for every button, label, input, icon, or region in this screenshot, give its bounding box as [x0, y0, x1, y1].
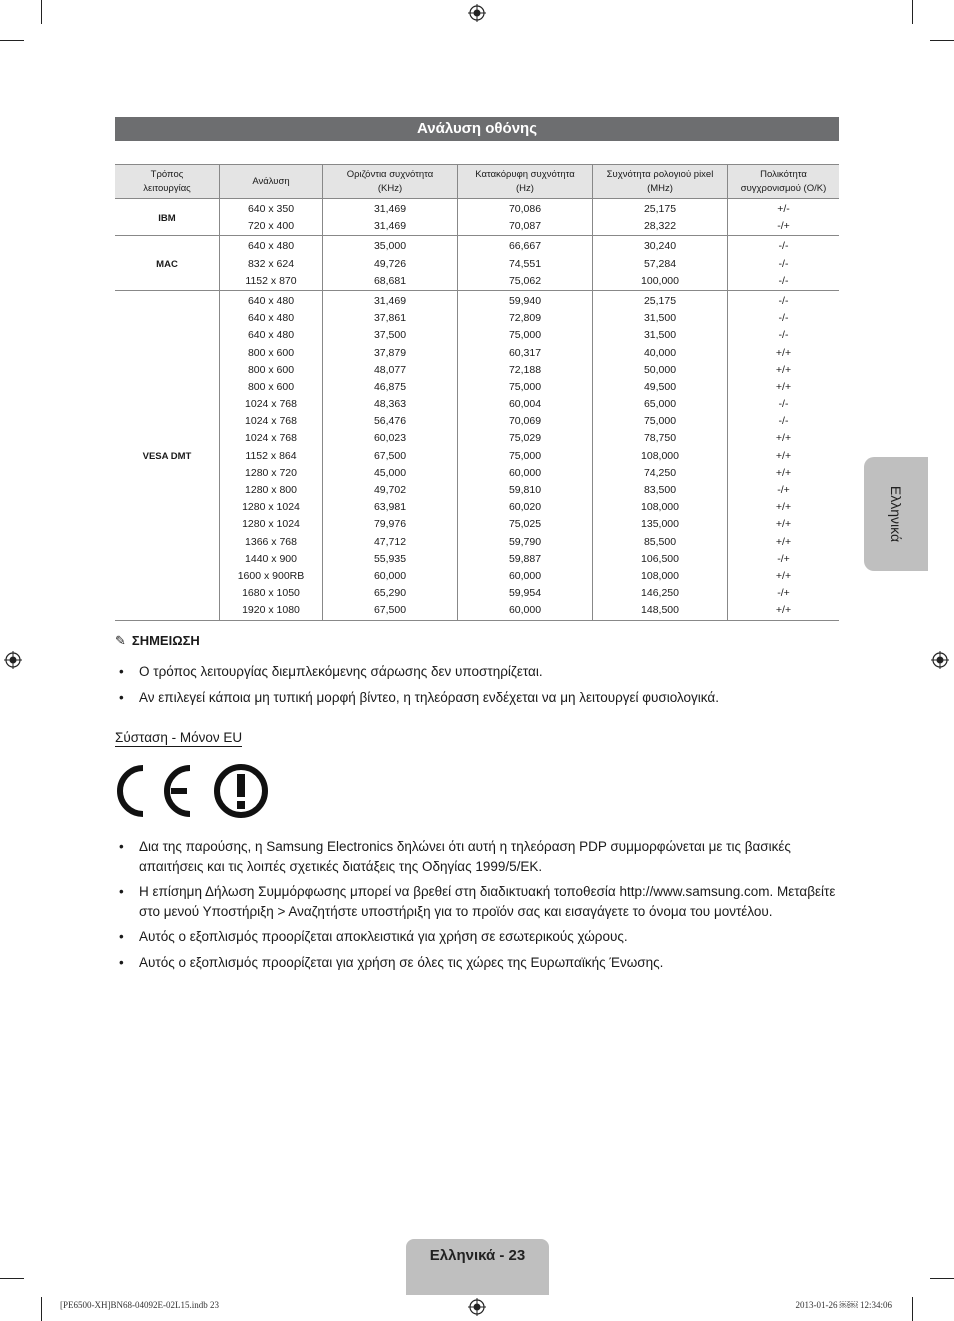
cell-value: 31,469 [373, 220, 407, 233]
crop-mark [930, 40, 954, 41]
column-header: Ανάλυση [220, 165, 323, 199]
cell-value: 75,000 [508, 449, 542, 462]
cell-value: 60,020 [508, 501, 542, 514]
section-title: Ανάλυση οθόνης [115, 117, 839, 141]
cell-value: 50,000 [643, 363, 677, 376]
ce-mark-alert-icon [115, 762, 271, 820]
cell-value: 72,809 [508, 312, 542, 325]
cell-value: -/- [778, 240, 789, 253]
list-item: • Ο τρόπος λειτουργίας διεμπλεκόμενης σάρωσης δεν υποστηρίζεται. [119, 664, 543, 679]
cell-value: 1280 x 720 [245, 466, 297, 479]
cell-value: -/- [778, 257, 789, 270]
cell-value: 59,790 [508, 535, 542, 548]
cell-value: 57,284 [643, 257, 677, 270]
cell-value: 1152 x 864 [245, 449, 297, 462]
value-cell [323, 290, 458, 620]
cell-value: 1024 x 768 [245, 398, 297, 411]
crop-mark [912, 1297, 913, 1321]
cell-value: +/+ [775, 363, 792, 376]
mode-cell: MAC [156, 258, 178, 270]
value-cell [458, 199, 593, 236]
cell-value: 1680 x 1050 [242, 587, 300, 600]
cell-value: 1366 x 768 [245, 535, 297, 548]
list-item: • Αν επιλεγεί κάποια μη τυπική μορφή βίντεο, η τηλεόραση ενδέχεται να μη λειτουργεί φυσιολογικά. [119, 689, 719, 705]
crop-mark [0, 1278, 24, 1279]
cell-value: 65,290 [373, 587, 407, 600]
cell-value: 31,469 [373, 203, 407, 215]
table-header-row [115, 165, 839, 199]
cell-value: 59,887 [508, 552, 542, 565]
cell-value: 75,000 [508, 380, 542, 393]
crop-mark [41, 1297, 42, 1321]
cell-value: 30,240 [643, 240, 677, 253]
cell-value: -/- [778, 294, 789, 307]
cell-value: 78,750 [643, 432, 677, 445]
cell-value: 83,500 [643, 484, 677, 496]
registration-mark-icon [468, 4, 486, 22]
cell-value: +/+ [775, 501, 792, 514]
value-cell [728, 199, 840, 236]
column-header: Συχνότητα ρολογιού pixel (MHz) [593, 165, 728, 199]
value-cell [458, 290, 593, 620]
cell-value: 60,317 [508, 346, 542, 359]
cell-value: 31,469 [373, 294, 407, 307]
cell-value: +/+ [775, 535, 792, 548]
cell-value: 48,077 [373, 363, 407, 376]
cell-value: +/- [777, 203, 790, 215]
mode-cell: IBM [158, 212, 176, 224]
cell-value: 85,500 [643, 535, 677, 548]
mode-cell: VESA DMT [142, 450, 192, 462]
cell-value: 800 x 600 [247, 346, 295, 359]
cell-value: 832 x 624 [247, 257, 295, 270]
cell-value: 1920 x 1080 [242, 604, 300, 617]
cell-value: 146,250 [641, 587, 679, 600]
registration-mark-icon [931, 651, 949, 669]
cell-value: 49,500 [643, 380, 677, 393]
cell-value: +/+ [775, 449, 792, 462]
cell-value: 640 x 480 [247, 312, 295, 325]
cell-value: +/+ [775, 432, 792, 445]
column-header: Πολικότητα συγχρονισμού (O/K) [728, 165, 840, 199]
cell-value: 72,188 [508, 363, 542, 376]
cell-value: 640 x 480 [247, 329, 295, 342]
cell-value: +/+ [775, 569, 792, 582]
cell-value: 67,500 [373, 449, 407, 462]
value-cell [593, 290, 728, 620]
cell-value: 720 x 400 [247, 220, 295, 233]
cell-value: 28,322 [643, 220, 677, 233]
cell-value: +/+ [775, 380, 792, 393]
value-cell [220, 199, 323, 236]
cell-value: 25,175 [643, 294, 677, 307]
value-cell [323, 236, 458, 291]
cell-value: 37,879 [373, 346, 407, 359]
cell-value: 60,004 [508, 398, 542, 411]
cell-value: 75,062 [508, 274, 542, 287]
cell-value: 800 x 600 [247, 363, 295, 376]
cell-value: 65,000 [643, 398, 677, 411]
cell-value: 60,000 [508, 569, 542, 582]
cell-value: 66,667 [508, 240, 542, 253]
cell-value: 59,954 [508, 587, 542, 600]
cell-value: 640 x 480 [247, 294, 295, 307]
list-item: • Δια της παρούσης, η Samsung Electronics δηλώνει ότι αυτή η τηλεόραση PDP συμμορφώνεται με τις βασικές απαιτήσεις και τις λοιπές σχετικές διατάξεις της Οδηγίας 1999/5/ΕΚ. [119, 839, 791, 874]
cell-value: 47,712 [373, 535, 407, 548]
cell-value: 1280 x 800 [245, 484, 297, 496]
cell-value: 74,551 [508, 257, 542, 270]
value-cell [728, 236, 840, 291]
cell-value: 48,363 [373, 398, 407, 411]
recommendation-title: Σύσταση - Μόνον EU [115, 730, 243, 745]
footer-file-info: [PE6500-XH]BN68-04092E-02L15.indb 23 [60, 1300, 219, 1310]
cell-value: 148,500 [641, 604, 679, 617]
table-row [115, 236, 839, 291]
cell-value: 1280 x 1024 [242, 501, 300, 514]
cell-value: 1600 x 900RB [237, 569, 305, 582]
crop-mark [930, 1278, 954, 1279]
cell-value: 60,023 [373, 432, 407, 445]
cell-value: 108,000 [641, 501, 679, 514]
cell-value: 49,702 [373, 484, 407, 496]
cell-value: 31,500 [643, 312, 677, 325]
crop-mark [0, 40, 24, 41]
cell-value: 135,000 [641, 518, 679, 531]
cell-value: 49,726 [373, 257, 407, 270]
cell-value: 25,175 [643, 203, 677, 215]
cell-value: 1280 x 1024 [242, 518, 300, 531]
registration-mark-icon [4, 651, 22, 669]
cell-value: 63,981 [373, 501, 407, 514]
column-header: Οριζόντια συχνότητα (KHz) [323, 165, 458, 199]
cell-value: 70,087 [508, 220, 542, 233]
cell-value: 59,940 [508, 294, 542, 307]
cell-value: 35,000 [373, 240, 407, 253]
note-title: ✎ ΣΗΜΕΙΩΣΗ [115, 633, 200, 648]
cell-value: -/- [778, 398, 789, 411]
cell-value: -/- [778, 415, 789, 428]
cell-value: 74,250 [643, 466, 677, 479]
value-cell [728, 290, 840, 620]
cell-value: 79,976 [373, 518, 407, 531]
table-row [115, 290, 839, 620]
value-cell [593, 236, 728, 291]
cell-value: -/+ [777, 587, 790, 600]
value-cell [220, 236, 323, 291]
cell-value: -/- [778, 312, 789, 325]
cell-value: 59,810 [508, 484, 542, 496]
cell-value: 640 x 350 [247, 203, 295, 215]
cell-value: 1440 x 900 [245, 552, 297, 565]
cell-value: 70,069 [508, 415, 542, 428]
cell-value: +/+ [775, 466, 792, 479]
list-item: • Αυτός ο εξοπλισμός προορίζεται για χρήση σε όλες τις χώρες της Ευρωπαϊκής Ένωσης. [119, 954, 664, 970]
cell-value: 108,000 [641, 449, 679, 462]
cell-value: -/- [778, 329, 789, 342]
cell-value: 75,025 [508, 518, 542, 531]
value-cell [593, 199, 728, 236]
value-cell [323, 199, 458, 236]
pencil-icon: ✎ [115, 633, 126, 648]
cell-value: 800 x 600 [247, 380, 295, 393]
cell-value: 60,000 [373, 569, 407, 582]
registration-mark-icon [468, 1298, 486, 1316]
table-row [115, 199, 839, 236]
cell-value: -/+ [777, 484, 790, 496]
cell-value: 56,476 [373, 415, 407, 428]
cell-value: 75,000 [508, 329, 542, 342]
cell-value: 100,000 [641, 274, 679, 287]
cell-value: -/- [778, 274, 789, 287]
declaration-list [115, 837, 839, 972]
cell-value: 1024 x 768 [245, 432, 297, 445]
cell-value: 106,500 [641, 552, 679, 565]
page-number-tab: Ελληνικά - 23 [406, 1239, 549, 1295]
cell-value: 108,000 [641, 569, 679, 582]
cell-value: 1024 x 768 [245, 415, 297, 428]
note-list [115, 662, 839, 707]
column-header: Κατακόρυφη συχνότητα (Hz) [458, 165, 593, 199]
cell-value: +/+ [775, 518, 792, 531]
language-side-tab: Ελληνικά [864, 457, 928, 571]
cell-value: 31,500 [643, 329, 677, 342]
column-header: Τρόπος λειτουργίας [115, 165, 220, 199]
cell-value: 68,681 [373, 274, 407, 287]
cell-value: 70,086 [508, 203, 542, 215]
value-cell [458, 236, 593, 291]
cell-value: 46,875 [373, 380, 407, 393]
resolution-table [115, 164, 839, 621]
cell-value: -/+ [777, 220, 790, 233]
cell-value: -/+ [777, 552, 790, 565]
cell-value: 37,500 [373, 329, 407, 342]
cell-value: +/+ [775, 604, 792, 617]
list-item: • Η επίσημη Δήλωση Συμμόρφωσης μπορεί να βρεθεί στη διαδικτυακή τοποθεσία http://www.samsung.com. Μεταβείτε στο μενού Υποστήριξη > Αναζητήστε υποστήριξη για το προϊόν σας και εισαγάγετε το όνομα του μοντέλου. [119, 884, 836, 919]
crop-mark [41, 0, 42, 24]
cell-value: 45,000 [373, 466, 407, 479]
cell-value: 640 x 480 [247, 240, 295, 253]
cell-value: 75,029 [508, 432, 542, 445]
crop-mark [912, 0, 913, 24]
cell-value: 67,500 [373, 604, 407, 617]
cell-value: 60,000 [508, 604, 542, 617]
cell-value: 37,861 [373, 312, 407, 325]
cell-value: 1152 x 870 [245, 274, 297, 287]
cell-value: 75,000 [643, 415, 677, 428]
cell-value: +/+ [775, 346, 792, 359]
footer-timestamp: 2013-01-26 ￼￼ 12:34:06 [795, 1300, 892, 1310]
list-item: • Αυτός ο εξοπλισμός προορίζεται αποκλειστικά για χρήση σε εσωτερικούς χώρους. [119, 929, 628, 944]
cell-value: 55,935 [373, 552, 407, 565]
value-cell [220, 290, 323, 620]
cell-value: 60,000 [508, 466, 542, 479]
cell-value: 40,000 [643, 346, 677, 359]
